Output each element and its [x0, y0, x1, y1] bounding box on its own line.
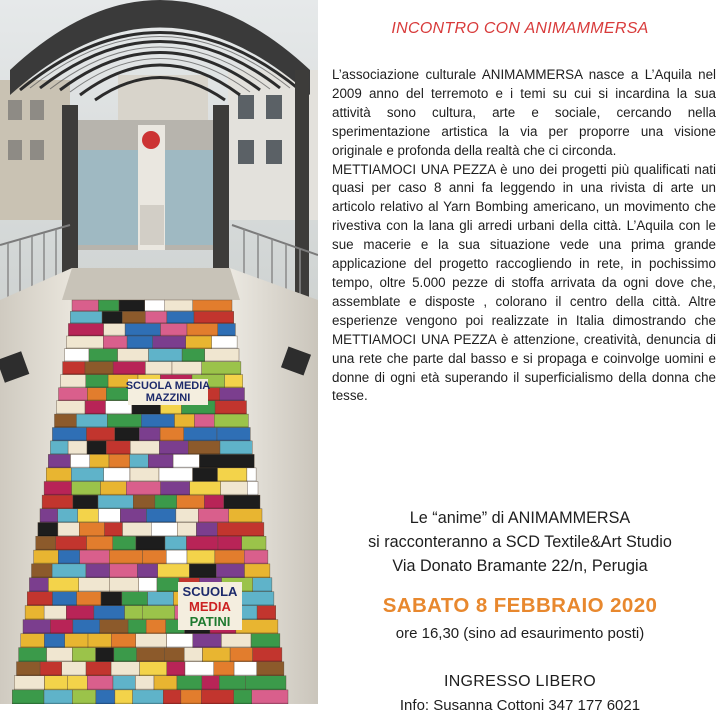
knitted-patch: [110, 564, 137, 578]
knitted-patch: [184, 648, 202, 663]
knitted-patch: [77, 592, 101, 606]
knitted-patch: [153, 336, 186, 349]
knitted-patch: [66, 606, 94, 621]
knitted-patch: [96, 690, 115, 704]
knitted-patch: [67, 336, 104, 349]
knitted-patch: [122, 311, 145, 324]
knitted-patch: [118, 349, 149, 362]
knitted-patch: [245, 564, 270, 578]
knitted-patch: [165, 648, 185, 663]
stair-sign-top: SCUOLA MEDIA: [125, 380, 211, 392]
knitted-patch: [190, 482, 221, 496]
knitted-patch: [167, 662, 185, 677]
knitted-patch: [65, 634, 88, 649]
knitted-patch: [85, 401, 106, 415]
knitted-patch: [98, 495, 133, 509]
knitted-patch: [48, 578, 78, 592]
knitted-patch: [201, 690, 234, 704]
knitted-patch: [40, 509, 58, 523]
knitted-patch: [52, 564, 86, 578]
knitted-patch: [181, 690, 201, 704]
knitted-patch: [251, 634, 280, 649]
knitted-patch: [146, 509, 176, 523]
knitted-patch: [126, 482, 160, 496]
knitted-patch: [142, 606, 175, 621]
knitted-patch: [55, 414, 77, 428]
knitted-patch: [106, 441, 130, 455]
knitted-patch: [220, 388, 245, 402]
knitted-patch: [86, 662, 111, 677]
description-paragraph-project: METTIAMOCI UNA PEZZA è uno dei progetti più qualificati nati quasi per caso 8 anni fa leggendo in una rivista di arte un articolo relativo al Yarn Bombing americano, un movimento che rivestiva con la lana gli arredi urbani della città. L’Aquila con le sue macerie e la sua situazione vede una prima grande applicazione del progetto raccogliendo in rete, in pochissimo tempo, oltre 5.000 pezze di stoffa arrivata da ogni dove che, assemblate e disposte , colorano il centro della città. Altre esperienze vengono poi realizzate in Italia dimostrando che METTIAMOCI UNA PEZZA è attenzione, creatività, denuncia di una rete che parte dal basso e si propaga e coinvolge uomini e donne di ogni età superando il superficialismo della donna che tesse.: [332, 161, 716, 404]
knitted-patch: [111, 634, 136, 649]
knitted-patch: [27, 592, 52, 606]
knitted-patch: [154, 676, 177, 691]
knitted-patch: [184, 428, 217, 442]
knitted-patch: [216, 564, 244, 578]
knitted-patch: [145, 311, 167, 324]
knitted-patch: [113, 676, 135, 691]
knitted-patch: [115, 690, 133, 704]
knitted-patch: [148, 454, 173, 468]
knitted-patch: [215, 550, 244, 564]
knitted-patch: [72, 300, 99, 312]
free-entry: INGRESSO LIBERO: [443, 673, 597, 690]
knitted-patch: [63, 362, 85, 376]
knitted-patch: [145, 300, 165, 312]
knitted-patch: [159, 468, 193, 482]
knitted-patch: [46, 468, 71, 482]
knitted-patch: [175, 414, 195, 428]
knitted-patch: [224, 495, 260, 509]
knitted-patch: [177, 676, 202, 691]
knitted-patch: [149, 349, 183, 362]
knitted-patch: [58, 523, 79, 537]
knitted-patch: [87, 676, 113, 691]
event-address: Via Donato Bramante 22/n, Perugia: [392, 557, 648, 575]
knitted-patch: [172, 362, 202, 376]
knitted-patch: [127, 336, 153, 349]
knitted-patch: [17, 662, 41, 677]
knitted-patch: [72, 648, 95, 663]
knitted-patch: [136, 536, 165, 550]
knitted-patch: [196, 523, 217, 537]
knitted-patch: [221, 634, 251, 649]
knitted-patch: [87, 388, 106, 402]
knitted-patch: [217, 428, 250, 442]
knitted-patch: [114, 648, 137, 663]
knitted-patch: [67, 676, 87, 691]
knitted-patch: [56, 536, 87, 550]
knitted-patch: [218, 536, 242, 550]
knitted-patch: [204, 495, 223, 509]
knitted-patch: [135, 676, 154, 691]
knitted-patch: [140, 662, 167, 677]
knitted-patch: [32, 564, 53, 578]
knitted-patch: [12, 690, 44, 704]
knitted-patch: [130, 441, 159, 455]
knitted-patch: [105, 523, 123, 537]
knitted-patch: [146, 620, 166, 635]
knitted-patch: [163, 690, 181, 704]
knitted-patch: [86, 564, 110, 578]
knitted-patch: [193, 300, 232, 312]
knitted-patch: [189, 564, 216, 578]
knitted-patch: [99, 300, 120, 312]
knitted-patch: [47, 648, 73, 663]
knitted-patch: [186, 336, 212, 349]
knitted-patch: [115, 428, 140, 442]
knitted-patch: [205, 349, 239, 362]
knitted-patch: [62, 662, 86, 677]
knitted-patch: [79, 523, 104, 537]
knitted-patch: [38, 523, 58, 537]
knitted-patch: [247, 468, 256, 482]
knitted-patch: [19, 648, 47, 663]
knitted-patch: [87, 536, 113, 550]
knitted-patch: [160, 428, 184, 442]
knitted-patch: [257, 606, 276, 621]
knitted-patch: [198, 509, 229, 523]
knitted-patch: [193, 634, 222, 649]
knitted-patch: [246, 676, 286, 691]
knitted-patch: [44, 690, 72, 704]
knitted-patch: [257, 662, 284, 677]
knitted-patch: [195, 414, 215, 428]
knitted-patch: [79, 578, 109, 592]
knitted-patch: [78, 509, 99, 523]
knitted-patch: [155, 495, 177, 509]
description-paragraph-association: L’associazione culturale ANIMAMMERSA nasce a L’Aquila nel 2009 anno del terremoto e i temi su cui si incardina la sua attività sono cultura, arte e sociale, cercando nella sperimentazione artistica la via per proporre una visione originale e profonda della realtà che ci circonda.: [332, 67, 716, 158]
knitted-patch: [244, 550, 268, 564]
knitted-patch: [58, 550, 80, 564]
knitted-patch: [151, 523, 177, 537]
knitted-patch: [247, 482, 258, 496]
knitted-patch: [215, 401, 246, 415]
knitted-patch: [202, 676, 219, 691]
knitted-patch: [225, 375, 243, 389]
knitted-patch: [167, 634, 193, 649]
knitted-patch: [177, 523, 196, 537]
knitted-patch: [220, 441, 252, 455]
stair-sign-scuola: SCUOLA: [182, 584, 238, 599]
knitted-patch: [193, 468, 218, 482]
knitted-patch: [161, 324, 188, 337]
knitted-patch: [136, 634, 167, 649]
event-line-anime: Le “anime” di ANIMAMMERSA: [409, 509, 631, 527]
knitted-patch: [165, 300, 193, 312]
knitted-patch: [187, 536, 219, 550]
knitted-patch: [90, 454, 109, 468]
knitted-patch: [234, 690, 252, 704]
knitted-patch: [217, 523, 264, 537]
knitted-patch: [113, 536, 136, 550]
knitted-patch: [57, 401, 86, 415]
knitted-patch: [128, 620, 146, 635]
knitted-patch: [221, 482, 248, 496]
knitted-patch: [42, 495, 73, 509]
knitted-patch: [40, 662, 62, 677]
knitted-patch: [202, 362, 241, 376]
knitted-patch: [123, 523, 152, 537]
knitted-patch: [182, 349, 205, 362]
knitted-patch: [102, 311, 122, 324]
knitted-patch: [48, 454, 70, 468]
knitted-patch: [187, 550, 215, 564]
knitted-patch: [71, 454, 90, 468]
knitted-patch: [94, 606, 125, 621]
knitted-patch: [87, 428, 115, 442]
knitted-patch: [73, 620, 100, 635]
stair-sign-media: MEDIA: [189, 599, 231, 614]
knitted-patch: [101, 482, 127, 496]
knitted-patch: [236, 620, 278, 635]
knitted-patch: [103, 336, 127, 349]
knitted-patch: [119, 300, 145, 312]
knitted-patch: [130, 454, 149, 468]
knitted-patch: [229, 509, 262, 523]
knitted-patch: [143, 550, 167, 564]
knitted-patch: [125, 606, 143, 621]
knitted-patch: [219, 676, 246, 691]
knitted-patch: [187, 324, 218, 337]
knitted-patch: [72, 482, 101, 496]
knitted-patch: [34, 550, 59, 564]
knitted-patch: [173, 454, 199, 468]
knitted-patch: [185, 662, 214, 677]
knitted-patch: [89, 349, 118, 362]
knitted-patch: [214, 414, 248, 428]
knitted-patch: [76, 414, 107, 428]
knitted-staircase-image: [0, 0, 318, 704]
knitted-patch: [107, 414, 141, 428]
knitted-patch: [98, 509, 120, 523]
knitted-patch: [214, 662, 234, 677]
knitted-patch: [253, 648, 282, 663]
knitted-patch: [200, 454, 255, 468]
knitted-patch: [109, 454, 130, 468]
knitted-patch: [253, 578, 272, 592]
knitted-patch: [252, 690, 288, 704]
knitted-patch: [73, 495, 98, 509]
knitted-patch: [139, 578, 157, 592]
knitted-patch: [122, 592, 148, 606]
knitted-patch: [96, 648, 114, 663]
knitted-patch: [145, 362, 172, 376]
knitted-patch: [137, 648, 165, 663]
event-line-studio: si racconteranno a SCD Textile&Art Studio: [368, 533, 672, 551]
knitted-patch: [139, 428, 160, 442]
knitted-patch: [166, 550, 187, 564]
event-text-panel: [318, 0, 722, 714]
knitted-patch: [14, 676, 44, 691]
knitted-patch: [158, 564, 190, 578]
knitted-patch: [21, 634, 45, 649]
knitted-patch: [234, 662, 257, 677]
knitted-patch: [44, 482, 72, 496]
event-date: SABATO 8 FEBBRAIO 2020: [382, 594, 658, 617]
knitted-patch: [68, 441, 87, 455]
knitted-patch: [44, 634, 64, 649]
knitted-patch: [212, 336, 238, 349]
knitted-patch: [141, 414, 174, 428]
knitted-patch: [68, 324, 103, 337]
knitted-patch: [85, 362, 113, 376]
event-time: ore 16,30 (sino ad esaurimento posti): [395, 625, 645, 642]
knitted-patch: [167, 311, 194, 324]
knitted-patch: [113, 362, 145, 376]
knitted-patch: [218, 324, 236, 337]
knitted-patch: [104, 468, 130, 482]
knitted-patch: [157, 578, 179, 592]
knitted-patch: [61, 375, 86, 389]
knitted-patch: [188, 441, 220, 455]
knitted-patch: [130, 468, 159, 482]
knitted-patch: [148, 592, 174, 606]
knitted-patch: [50, 441, 68, 455]
knitted-patch: [58, 509, 78, 523]
knitted-patch: [109, 550, 142, 564]
knitted-patch: [133, 690, 164, 704]
knitted-patch: [70, 311, 102, 324]
knitted-patch: [25, 606, 44, 621]
knitted-patch: [125, 324, 160, 337]
knitted-patch: [52, 428, 86, 442]
knitted-patch: [106, 401, 132, 415]
knitted-patch: [104, 324, 126, 337]
knitted-patch: [159, 441, 188, 455]
knitted-patch: [218, 468, 247, 482]
event-title: INCONTRO CON ANIMAMMERSA: [391, 20, 649, 37]
stair-sign-mazzini: MAZZINI: [145, 392, 191, 404]
knitted-patch: [80, 550, 110, 564]
knitted-patch: [137, 564, 158, 578]
event-venue-block: [318, 506, 722, 578]
knitted-patch: [100, 620, 128, 635]
knitted-patch: [50, 620, 72, 635]
knitted-patch: [101, 592, 122, 606]
knitted-patch: [71, 468, 104, 482]
knitted-patch: [44, 606, 66, 621]
knitted-patch: [23, 620, 51, 635]
knitted-patch: [88, 634, 111, 649]
contact-info: Info: Susanna Cottoni 347 177 6021: [399, 697, 641, 714]
knitted-patch: [111, 662, 140, 677]
knitted-patch: [242, 536, 266, 550]
knitted-patch: [109, 578, 139, 592]
knitted-patch: [161, 482, 190, 496]
description: [332, 66, 716, 406]
knitted-patch: [133, 495, 155, 509]
knitted-patch: [203, 648, 231, 663]
knitted-patch: [177, 495, 205, 509]
knitted-patch: [194, 311, 234, 324]
knitted-patch: [230, 648, 253, 663]
knitted-patch: [59, 388, 88, 402]
knitted-patch: [86, 375, 108, 389]
knitted-patch: [120, 509, 146, 523]
knitted-patch: [65, 349, 90, 362]
knitted-patch: [53, 592, 77, 606]
knitted-patch: [87, 441, 106, 455]
knitted-patch: [176, 509, 198, 523]
staircase-photo: [0, 0, 318, 704]
knitted-patch: [165, 536, 186, 550]
stair-sign-patini: PATINI: [189, 614, 231, 629]
knitted-patch: [239, 592, 274, 606]
knitted-patch: [45, 676, 68, 691]
knitted-patch: [29, 578, 48, 592]
knitted-patch: [72, 690, 96, 704]
knitted-patch: [36, 536, 56, 550]
